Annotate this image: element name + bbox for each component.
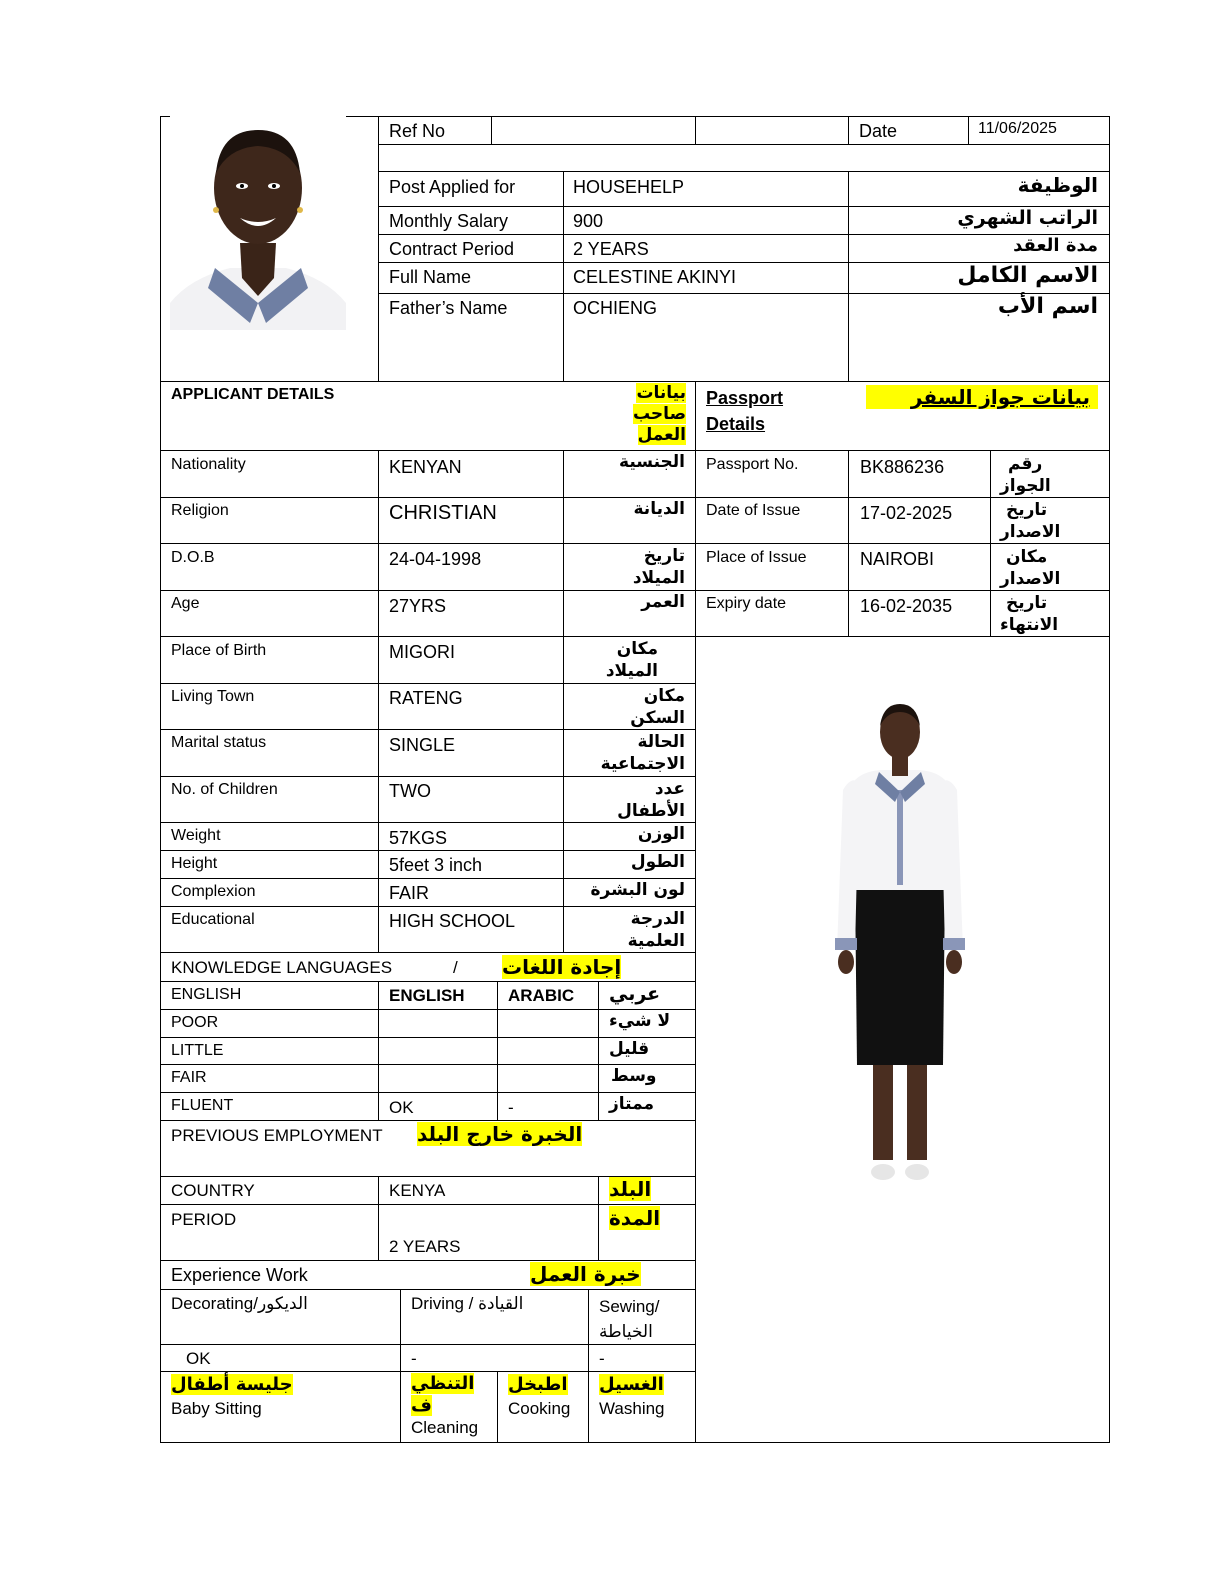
no-of-children-value: TWO <box>389 781 431 801</box>
post-applied-value: HOUSEHELP <box>573 177 685 197</box>
educational-label: Educational <box>171 911 255 928</box>
previous-employment-heading-ar: الخبرة خارج البلد <box>417 1122 583 1146</box>
lang-ar: عربي <box>609 983 661 1005</box>
country-ar: البلد <box>609 1177 652 1201</box>
date-label: Date <box>859 121 898 141</box>
passport-no-value: BK886236 <box>860 457 945 477</box>
full-body-photo <box>815 700 985 1186</box>
contract-period-label: Contract Period <box>389 239 515 259</box>
post-applied-label: Post Applied for <box>389 177 516 197</box>
previous-employment-heading: PREVIOUS EMPLOYMENT <box>171 1126 383 1145</box>
lang-ar: وسط <box>611 1066 657 1086</box>
period-value: 2 YEARS <box>389 1237 461 1256</box>
lang-col-arabic: ARABIC <box>508 986 575 1005</box>
lang-cell-arabic: - <box>508 1098 514 1117</box>
post-applied-ar: الوظيفة <box>1017 173 1098 197</box>
country-label: COUNTRY <box>171 1181 255 1200</box>
contract-period-ar: مدة العقد <box>1013 235 1098 256</box>
height-ar: الطول <box>630 852 685 872</box>
baby-sitting-cell: جليسة أطفال Baby Sitting <box>171 1374 293 1418</box>
lang-row-label: LITTLE <box>171 1042 224 1059</box>
height-value: 5feet 3 inch <box>389 855 483 875</box>
place-of-birth-label: Place of Birth <box>171 642 267 659</box>
fathers-name-ar: اسم الأب <box>997 294 1098 319</box>
washing-cell: الغسيل Washing <box>599 1374 665 1418</box>
full-name-label: Full Name <box>389 267 472 287</box>
complexion-label: Complexion <box>171 883 256 900</box>
religion-ar: الديانة <box>633 499 685 519</box>
monthly-salary-label: Monthly Salary <box>389 211 509 231</box>
experience-work-heading-ar: خبرة العمل <box>530 1262 641 1286</box>
languages-heading: KNOWLEDGE LANGUAGES <box>171 958 393 977</box>
no-of-children-label: No. of Children <box>171 781 278 798</box>
period-ar: المدة <box>609 1206 661 1230</box>
religion-label: Religion <box>171 502 229 519</box>
applicant-details-heading: APPLICANT DETAILS <box>171 386 335 403</box>
weight-label: Weight <box>171 827 221 844</box>
expiry-date-label: Expiry date <box>706 595 787 612</box>
place-of-issue-ar: مكان الاصدار <box>1000 547 1061 589</box>
living-town-label: Living Town <box>171 688 255 705</box>
lang-row-label: ENGLISH <box>171 986 242 1003</box>
cleaning-cell: التنظي ف Cleaning <box>411 1373 479 1437</box>
lang-col-english: ENGLISH <box>389 986 465 1005</box>
applicant-details-heading-ar: بيانات صاحب العمل <box>632 383 686 445</box>
passport-details-heading: Passport Details <box>706 388 784 434</box>
languages-heading-ar: إجادة اللغات <box>502 955 622 979</box>
ref-no-field[interactable] <box>500 121 680 141</box>
passport-no-ar: رقم الجواز <box>1000 454 1051 496</box>
expiry-date-value: 16-02-2035 <box>860 596 953 616</box>
passport-details-heading-ar: بيانات جواز السفر <box>866 385 1098 409</box>
complexion-value: FAIR <box>389 883 430 903</box>
ref-no-label: Ref No <box>389 121 446 141</box>
monthly-salary-value: 900 <box>573 211 604 231</box>
place-of-birth-ar: مكان الميلاد <box>605 639 658 681</box>
nationality-value: KENYAN <box>389 457 462 477</box>
lang-cell-english: OK <box>389 1098 414 1117</box>
marital-status-value: SINGLE <box>389 735 456 755</box>
driving-value: - <box>411 1349 417 1368</box>
lang-row-label: FLUENT <box>171 1097 234 1114</box>
date-of-issue-ar: تاريخ الاصدار <box>1000 500 1061 542</box>
complexion-ar: لون البشرة <box>590 880 685 900</box>
place-of-issue-label: Place of Issue <box>706 549 807 566</box>
nationality-ar: الجنسية <box>619 452 685 472</box>
full-name-ar: الاسم الكامل <box>957 263 1098 288</box>
age-value: 27YRS <box>389 596 447 616</box>
fathers-name-label: Father’s Name <box>389 298 508 318</box>
religion-value: CHRISTIAN <box>389 502 497 524</box>
period-label: PERIOD <box>171 1210 237 1229</box>
experience-work-heading: Experience Work <box>171 1265 308 1285</box>
place-of-birth-value: MIGORI <box>389 642 455 662</box>
date-value: 11/06/2025 <box>978 120 1057 137</box>
dob-label: D.O.B <box>171 549 215 566</box>
lang-ar: ممتاز <box>609 1094 655 1114</box>
lang-ar: لا شيء <box>609 1011 671 1031</box>
full-name-value: CELESTINE AKINYI <box>573 267 737 287</box>
sewing-value: - <box>599 1349 605 1368</box>
living-town-ar: مكان السكن <box>630 686 685 728</box>
educational-ar: الدرجة العلمية <box>627 909 685 951</box>
contract-period-value: 2 YEARS <box>573 239 649 259</box>
monthly-salary-ar: الراتب الشهري <box>957 207 1098 229</box>
marital-status-label: Marital status <box>171 734 267 751</box>
fathers-name-value: OCHIENG <box>573 298 658 318</box>
dob-value: 24-04-1998 <box>389 549 482 569</box>
place-of-issue-value: NAIROBI <box>860 549 935 569</box>
educational-value: HIGH SCHOOL <box>389 911 516 931</box>
expiry-date-ar: تاريخ الانتهاء <box>1000 593 1059 635</box>
sewing-label: Sewing/ الخياطة <box>599 1297 660 1341</box>
lang-row-label: FAIR <box>171 1069 207 1086</box>
decorating-label: Decorating/الديكور <box>171 1294 308 1313</box>
dob-ar: تاريخ الميلاد <box>632 546 685 588</box>
living-town-value: RATENG <box>389 688 463 708</box>
weight-value: 57KGS <box>389 828 448 848</box>
height-label: Height <box>171 855 218 872</box>
country-value: KENYA <box>389 1181 446 1200</box>
date-of-issue-value: 17-02-2025 <box>860 503 953 523</box>
cooking-cell: اطبخل Cooking <box>508 1374 571 1418</box>
no-of-children-ar: عدد الأطفال <box>617 779 685 821</box>
lang-ar: قليل <box>609 1039 650 1059</box>
decorating-value: OK <box>186 1349 211 1368</box>
languages-heading-sep: / <box>453 958 458 977</box>
date-of-issue-label: Date of Issue <box>706 502 801 519</box>
marital-status-ar: الحالة الاجتماعية <box>600 732 685 774</box>
lang-row-label: POOR <box>171 1014 219 1031</box>
age-label: Age <box>171 595 200 612</box>
nationality-label: Nationality <box>171 456 246 473</box>
driving-label: Driving / القيادة <box>411 1294 524 1313</box>
passport-no-label: Passport No. <box>706 456 799 473</box>
weight-ar: الوزن <box>637 824 685 844</box>
portrait-photo <box>170 118 346 330</box>
age-ar: العمر <box>641 592 685 612</box>
